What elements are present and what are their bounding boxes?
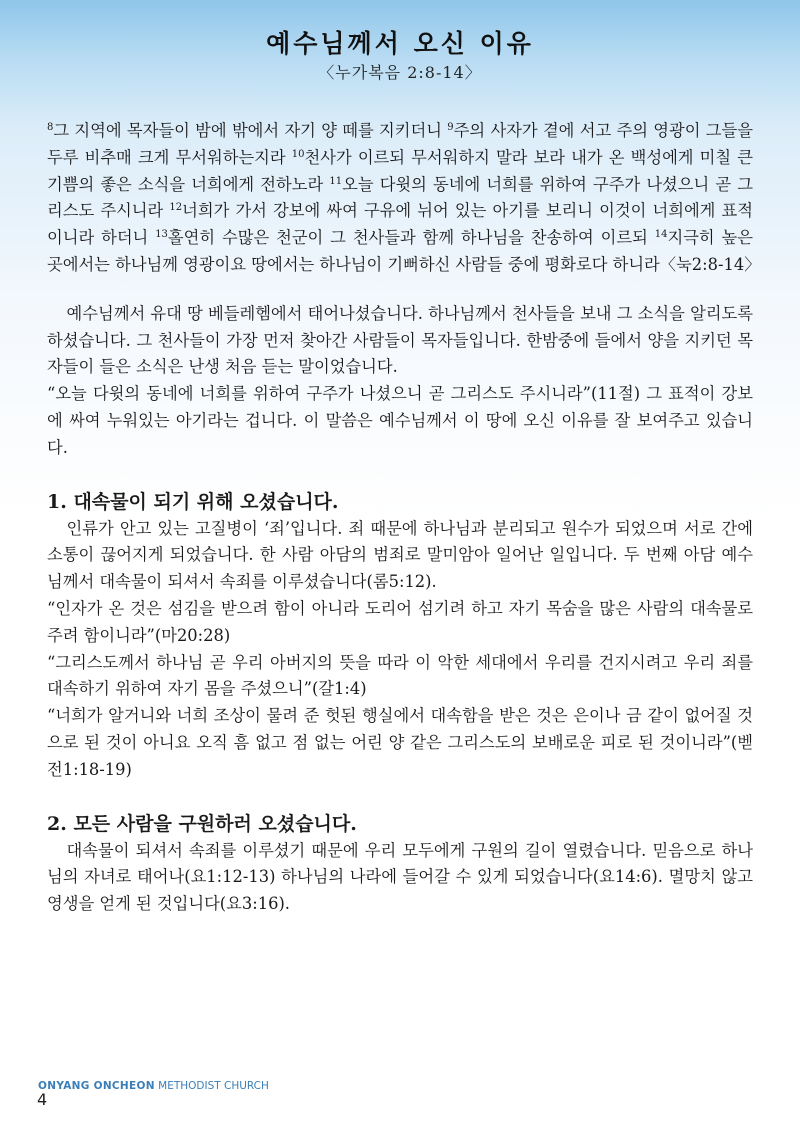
verse-text: 그 지역에 목자들이 밤에 밖에서 자기 양 떼를 지키더니 — [53, 121, 448, 140]
verse-number: 11 — [329, 175, 343, 187]
verse-number: 12 — [169, 202, 183, 214]
section-2-paragraph: 대속물이 되셔서 속죄를 이루셨기 때문에 우리 모두에게 구원의 길이 열렸습니다. 믿음으로 하나님의 자녀로 태어나(요1:12-13) 하나님의 나라에 들어갈 수 있게 되었습니다(요14:6). 멸망치 않고 영생을 얻게 된 것입니다(요3:16). — [47, 840, 753, 914]
page-title: 예수님께서 오신 이유 — [266, 29, 534, 58]
verse-number: 8 — [47, 122, 54, 133]
verse-text: 홀연히 수많은 천군이 그 천사들과 함께 하나님을 찬송하여 이르되 — [167, 228, 655, 248]
scripture-passage — [47, 118, 761, 279]
section-1-heading: 1. 대속물이 되기 위해 오셨습니다. — [47, 490, 339, 513]
church-name-bold: ONYANG ONCHEON — [38, 1080, 155, 1092]
verse-text: 오늘 다윗의 동네에 너희를 위하여 구주가 나셨으니 곧 그리스도 주시니라 — [47, 174, 753, 221]
section-1-paragraph: 인류가 안고 있는 고질병이 ‘죄’입니다. 죄 때문에 하나님과 분리되고 원수가 되었으며 서로 간에 소통이 끊어지게 되었습니다. 한 사람 아담의 범죄로 말미암아 일어난 일입니다. 두 번째 아담 예수님께서 대속물이 되셔서 속죄를 이루셨습니다(롬5:12). — [47, 518, 753, 592]
section-1-quote-3: “너희가 알거니와 너희 조상이 물려 준 헛된 행실에서 대속함을 받은 것은 은이나 금 같이 없어질 것으로 된 것이 아니요 오직 흠 없고 점 없는 어린 양 같은 그리스도의 보배로운 피로 된 것이니라”(벧전1:18-19) — [47, 706, 753, 779]
main-content — [47, 118, 761, 918]
verse-text: 지극히 높은 곳에서는 하나님께 영광이요 땅에서는 하나님이 기뻐하신 사람들 중에 평화로다 하니라〈눅2:8-14〉 — [47, 228, 761, 274]
verse-text: 너희가 가서 강보에 싸여 구유에 뉘어 있는 아기를 보리니 이것이 너희에게 표적이니라 하더니 — [47, 201, 753, 248]
verse-number: 13 — [155, 229, 168, 241]
section-2-heading: 2. 모든 사람을 구원하러 오셨습니다. — [47, 812, 357, 835]
section-1-quote-1: “인자가 온 것은 섬김을 받으려 함이 아니라 도리어 섬기려 하고 자기 목숨을 많은 사람의 대속물로 주려 함이니라”(마20:28) — [47, 598, 753, 645]
intro-paragraph-2: “오늘 다윗의 동네에 너희를 위하여 구주가 나셨으니 곧 그리스도 주시니라”(11절) 그 표적이 강보에 싸여 누워있는 아기라는 겁니다. 이 말씀은 예수님께서 이 땅에 오신 이유를 잘 보여주고 있습니다. — [47, 384, 753, 457]
verse-number: 10 — [291, 148, 305, 160]
verse-text: 천사가 이르되 무서워하지 말라 보라 내가 온 백성에게 미칠 큰 기쁨의 좋은 소식을 너희에게 전하노라 — [47, 147, 753, 194]
verse-text: 주의 사자가 곁에 서고 주의 영광이 그들을 두루 비추매 크게 무서워하는지라 — [47, 121, 753, 167]
verse-number: 9 — [447, 122, 454, 133]
church-name-footer — [38, 1080, 269, 1092]
page-number: 4 — [37, 1090, 48, 1109]
page-header — [0, 0, 800, 96]
intro-paragraph: 예수님께서 유대 땅 베들레헴에서 태어나셨습니다. 하나님께서 천사들을 보내 그 소식을 알리도록 하셨습니다. 그 천사들이 가장 먼저 찾아간 사람들이 목자들입니다. 한밤중에 들에서 양을 지키던 목자들이 들은 소식은 난생 처음 듣는 말이었습니다. — [47, 303, 753, 377]
scripture-reference: 〈누가복음 2:8-14〉 — [318, 63, 482, 82]
section-1-quote-2: “그리스도께서 하나님 곧 우리 아버지의 뜻을 따라 이 악한 세대에서 우리를 건지시려고 우리 죄를 대속하기 위하여 자기 몸을 주셨으니”(갈1:4) — [47, 652, 753, 699]
verse-number: 14 — [654, 229, 668, 241]
church-name-rest: METHODIST CHURCH — [154, 1080, 269, 1092]
